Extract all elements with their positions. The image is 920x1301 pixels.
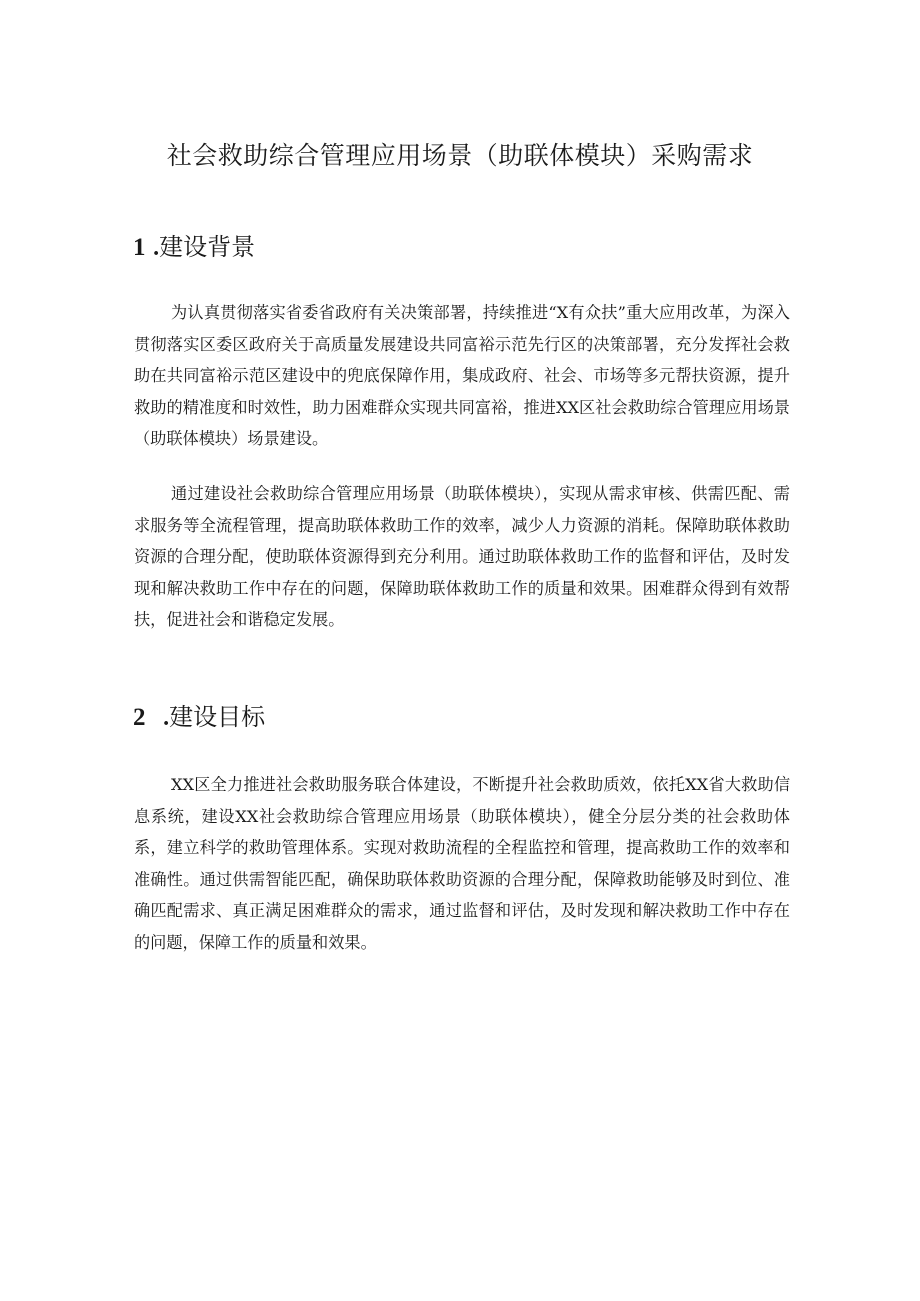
section-title: 建设背景 xyxy=(159,233,256,261)
section-number: 1 xyxy=(133,234,146,261)
section-title: 建设目标 xyxy=(169,703,266,731)
section-heading-background xyxy=(133,229,255,266)
paragraph-background-2: 通过建设社会救助综合管理应用场景（助联体模块），实现从需求审核、供需匹配、需求服务等全流程管理，提高助联体救助工作的效率，减少人力资源的消耗。保障助联体救助资源的合理分配，使助联体资源得到充分利用。通过助联体救助工作的监督和评估，及时发现和解决救助工作中存在的问题，保障助联体救助工作的质量和效果。困难群众得到有效帮扶，促进社会和谐稳定发展。 xyxy=(134,484,790,629)
section-heading-goals xyxy=(133,699,265,736)
section-number: 2 xyxy=(133,704,146,731)
section-separator: . xyxy=(153,235,160,261)
document-title: 社会救助综合管理应用场景（助联体模块）采购需求 xyxy=(166,141,754,170)
paragraph-goals-1: XX区全力推进社会救助服务联合体建设，不断提升社会救助质效，依托XX省大救助信息系统，建设XX社会救助综合管理应用场景（助联体模块），健全分层分类的社会救助体系，建立科学的救助管理体系。实现对救助流程的全程监控和管理，提高救助工作的效率和准确性。通过供需智能匹配，确保助联体救助资源的合理分配，保障救助能够及时到位、准确匹配需求、真正满足困难群众的需求，通过监督和评估，及时发现和解决救助工作中存在的问题，保障工作的质量和效果。 xyxy=(134,775,791,952)
paragraph-background-1: 为认真贯彻落实省委省政府有关决策部署，持续推进“X有众扶”重大应用改革，为深入贯彻落实区委区政府关于高质量发展建设共同富裕示范先行区的决策部署，充分发挥社会救助在共同富裕示范区建设中的兜底保障作用，集成政府、社会、市场等多元帮扶资源，提升救助的精准度和时效性，助力困难群众实现共同富裕，推进XX区社会救助综合管理应用场景（助联体模块）场景建设。 xyxy=(134,303,790,448)
section-separator: . xyxy=(163,705,170,731)
